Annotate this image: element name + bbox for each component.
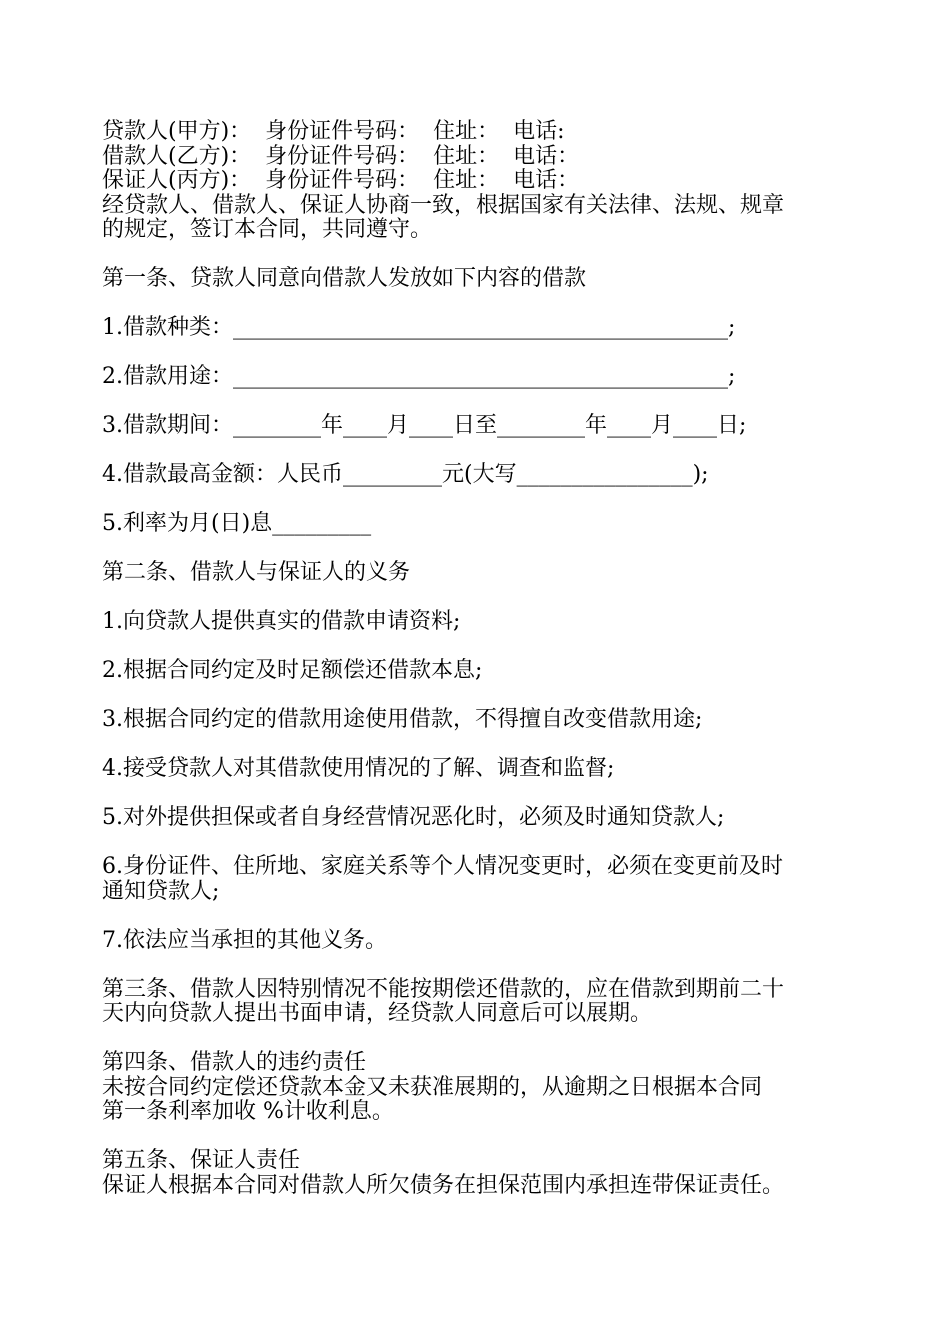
article-1-title: 第一条、贷款人同意向借款人发放如下内容的借款 bbox=[102, 266, 587, 291]
article-5 bbox=[102, 1149, 862, 1198]
party-guarantor: 保证人(丙方)： 身份证件号码： 住址： 电话： bbox=[102, 168, 580, 193]
article-3-line-2: 天内向贷款人提出书面申请，经贷款人同意后可以展期。 bbox=[102, 1001, 653, 1026]
article-4 bbox=[102, 1051, 862, 1125]
article-3-line-1: 第三条、借款人因特别情况不能按期偿还借款的，应在借款到期前二十 bbox=[102, 976, 785, 1002]
article-4-line-2: 第一条利率加收 %计收利息。 bbox=[102, 1099, 394, 1124]
party-borrower: 借款人(乙方)： 身份证件号码： 住址： 电话： bbox=[102, 143, 580, 169]
obligation-item-5: 5.对外提供担保或者自身经营情况恶化时，必须及时通知贷款人; bbox=[102, 805, 725, 830]
intro-line-1: 经贷款人、借款人、保证人协商一致，根据国家有关法律、法规、规章 bbox=[102, 192, 785, 218]
loan-amount-field: 4.借款最高金额：人民币_________元(大写________________); bbox=[102, 462, 709, 487]
obligation-item-6 bbox=[102, 855, 862, 904]
loan-period-field: 3.借款期间：________年____月____日至________年____月____日; bbox=[102, 413, 747, 438]
parties-block bbox=[102, 120, 862, 243]
intro-line-2: 的规定，签订本合同，共同遵守。 bbox=[102, 217, 433, 242]
party-lender: 贷款人(甲方)： 身份证件号码： 住址： 电话: bbox=[102, 119, 565, 144]
article-3 bbox=[102, 978, 862, 1027]
obligation-item-1: 1.向贷款人提供真实的借款申请资料; bbox=[102, 609, 461, 634]
obligation-item-3: 3.根据合同约定的借款用途使用借款，不得擅自改变借款用途; bbox=[102, 707, 703, 732]
obligation-item-4: 4.接受贷款人对其借款使用情况的了解、调查和监督; bbox=[102, 756, 615, 781]
obligation-item-7: 7.依法应当承担的其他义务。 bbox=[102, 927, 387, 953]
article-4-title: 第四条、借款人的违约责任 bbox=[102, 1050, 367, 1075]
contract-document bbox=[102, 120, 862, 1198]
loan-type-field: 1.借款种类：_____________________________________________; bbox=[102, 315, 736, 340]
article-5-body: 保证人根据本合同对借款人所欠债务在担保范围内承担连带保证责任。 bbox=[102, 1172, 785, 1198]
obligation-item-6-line-2: 通知贷款人; bbox=[102, 878, 220, 904]
obligation-item-6-line-1: 6.身份证件、住所地、家庭关系等个人情况变更时，必须在变更前及时 bbox=[102, 854, 783, 879]
article-4-line-1: 未按合同约定偿还贷款本金又未获准展期的，从逾期之日根据本合同 bbox=[102, 1074, 763, 1100]
article-5-title: 第五条、保证人责任 bbox=[102, 1148, 301, 1173]
interest-rate-field: 5.利率为月(日)息_________ bbox=[102, 511, 372, 536]
article-2-title: 第二条、借款人与保证人的义务 bbox=[102, 560, 411, 585]
loan-purpose-field: 2.借款用途：_____________________________________________; bbox=[102, 364, 736, 389]
obligation-item-2: 2.根据合同约定及时足额偿还借款本息; bbox=[102, 658, 483, 683]
